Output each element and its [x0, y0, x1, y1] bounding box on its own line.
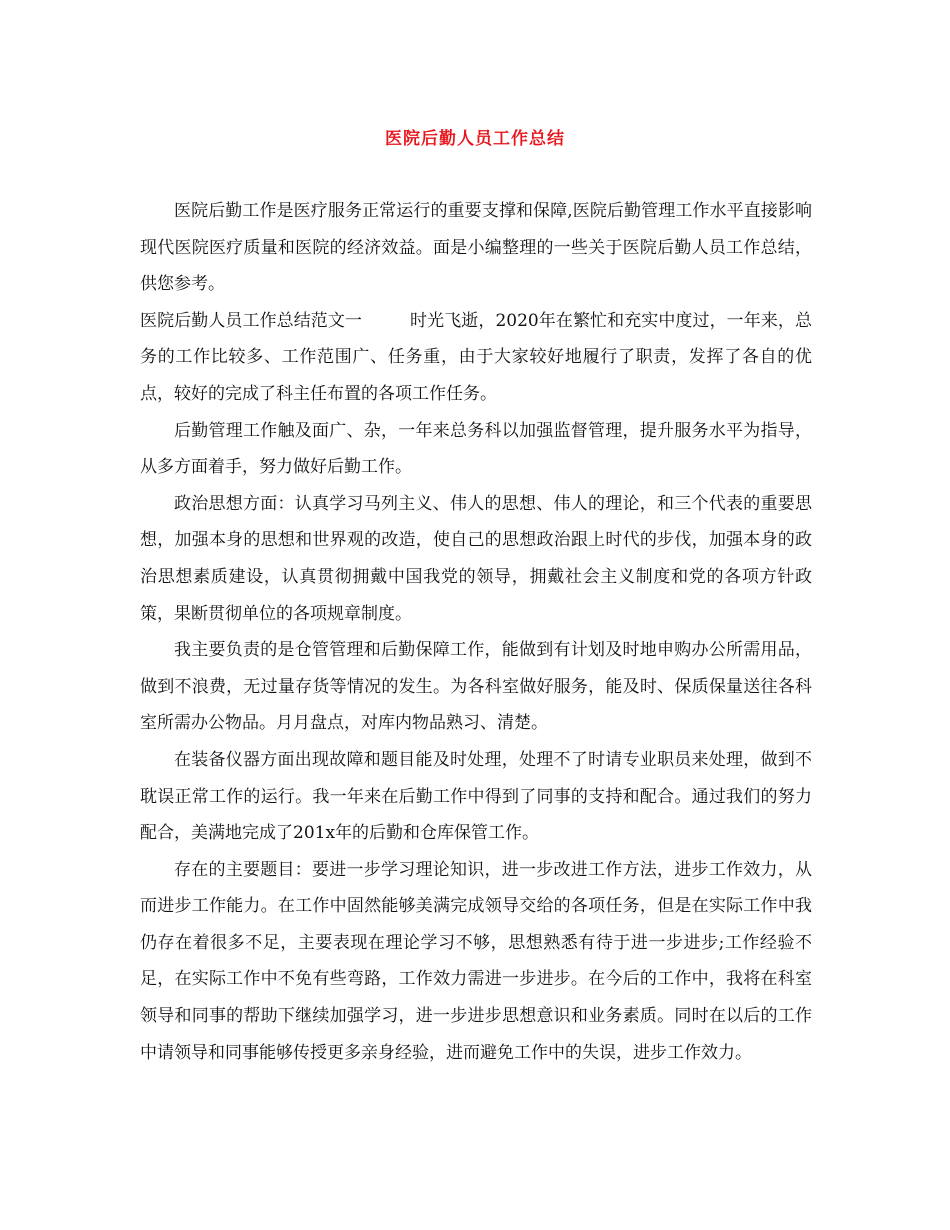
intro-paragraph: 医院后勤工作是医疗服务正常运行的重要支撑和保障,医院后勤管理工作水平直接影响现代医院医疗质量和医院的经济效益。面是小编整理的一些关于医院后勤人员工作总结，供您参考。: [140, 201, 812, 295]
document-title: 医院后勤人员工作总结: [385, 129, 565, 149]
paragraph-political: 政治思想方面：认真学习马列主义、伟人的思想、伟人的理论，和三个代表的重要思想，加强本身的思想和世界观的改造，使自己的思想政治跟上时代的步伐，加强本身的政治思想素质建设，认真贯彻拥戴中国我党的领导，拥戴社会主义制度和党的各项方针政策，果断贯彻单位的各项规章制度。: [140, 493, 812, 624]
paragraph-warehouse: 我主要负责的是仓管管理和后勤保障工作，能做到有计划及时地申购办公所需用品，做到不浪费，无过量存货等情况的发生。为各科室做好服务，能及时、保质保量送往各科室所需办公物品。月月盘点，对库内物品熟习、清楚。: [140, 640, 812, 734]
section-paragraph: [140, 303, 812, 413]
section-heading: 医院后勤人员工作总结范文一: [140, 310, 363, 331]
paragraph-problems: 存在的主要题目：要进一步学习理论知识，进一步改进工作方法，进步工作效力，从而进步工作能力。在工作中固然能够美满完成领导交给的各项任务，但是在实际工作中我仍存在着很多不足，主要表现在理论学习不够，思想熟悉有待于进一步进步;工作经验不足，在实际工作中不免有些弯路，工作效力需进一步进步。在今后的工作中，我将在科室领导和同事的帮助下继续加强学习，进一步进步思想意识和业务素质。同时在以后的工作中请领导和同事能够传授更多亲身经验，进而避免工作中的失误，进步工作效力。: [140, 859, 812, 1063]
section-first-paragraph: 时光飞逝，2020年在繁忙和充实中度过，一年来，总务的工作比较多、工作范围广、任务重，由于大家较好地履行了职责，发挥了各自的优点，较好的完成了科主任布置的各项工作任务。: [140, 310, 812, 404]
document-body: [140, 193, 812, 1071]
paragraph-logistics: 后勤管理工作触及面广、杂，一年来总务科以加强监督管理，提升服务水平为指导，从多方面着手，努力做好后勤工作。: [140, 420, 812, 478]
paragraph-equipment: 在装备仪器方面出现故障和题目能及时处理，处理不了时请专业职员来处理，做到不耽误正常工作的运行。我一年来在后勤工作中得到了同事的支持和配合。通过我们的努力配合，美满地完成了201x年的后勤和仓库保管工作。: [140, 749, 812, 844]
